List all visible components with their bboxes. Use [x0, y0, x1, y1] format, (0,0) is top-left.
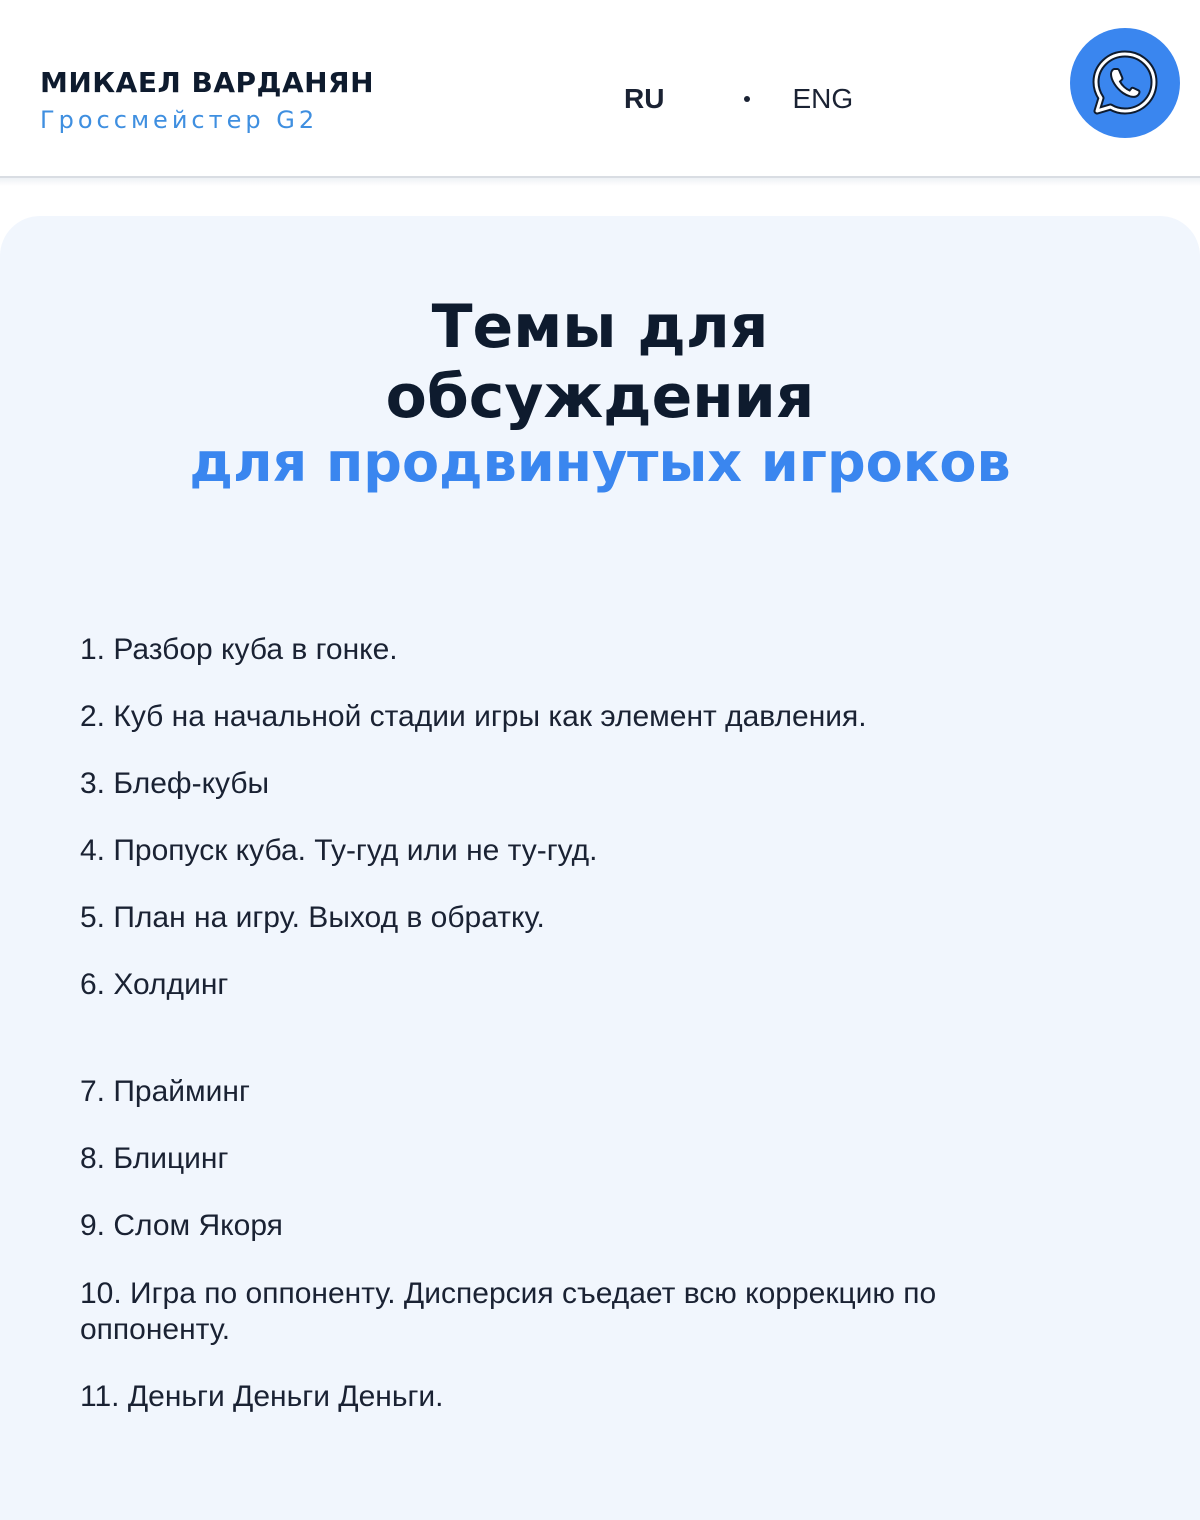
topic-item: 3. Блеф-кубы	[80, 767, 270, 800]
whatsapp-icon	[1090, 48, 1160, 118]
topic-item: 6. Холдинг	[80, 968, 229, 1001]
topic-item: 5. План на игру. Выход в обратку.	[80, 901, 545, 934]
section-title-line-2: обсуждения	[385, 362, 815, 432]
header-shadow	[0, 178, 1200, 186]
lang-separator-dot	[744, 96, 750, 102]
topic-item: 8. Блицинг	[80, 1142, 229, 1175]
lang-ru-link[interactable]: RU	[624, 83, 665, 114]
brand-name: МИКАЕЛ ВАРДАНЯН	[40, 66, 375, 99]
topic-item: 9. Слом Якоря	[80, 1209, 283, 1242]
topic-item: 4. Пропуск куба. Ту-гуд или не ту-гуд.	[80, 834, 598, 867]
topic-item: 11. Деньги Деньги Деньги.	[80, 1380, 444, 1413]
brand[interactable]	[40, 66, 374, 138]
topic-item: 7. Прайминг	[80, 1075, 250, 1108]
section-title	[0, 292, 1200, 432]
language-switcher	[624, 80, 853, 118]
whatsapp-button[interactable]	[1070, 28, 1180, 138]
site-header	[0, 0, 1200, 178]
topic-item: 2. Куб на начальной стадии игры как элемент давления.	[80, 700, 867, 733]
topic-item: 1. Разбор куба в гонке.	[80, 633, 398, 666]
section-subtitle: для продвинутых игроков	[189, 431, 1011, 494]
lang-eng-link[interactable]: ENG	[792, 83, 854, 114]
section-title-line-1: Темы для	[431, 292, 769, 362]
brand-subtitle: Гроссмейстер G2	[40, 106, 319, 134]
topic-item: 10. Игра по оппоненту. Дисперсия съедает всю коррекцию по оппоненту.	[80, 1277, 937, 1346]
